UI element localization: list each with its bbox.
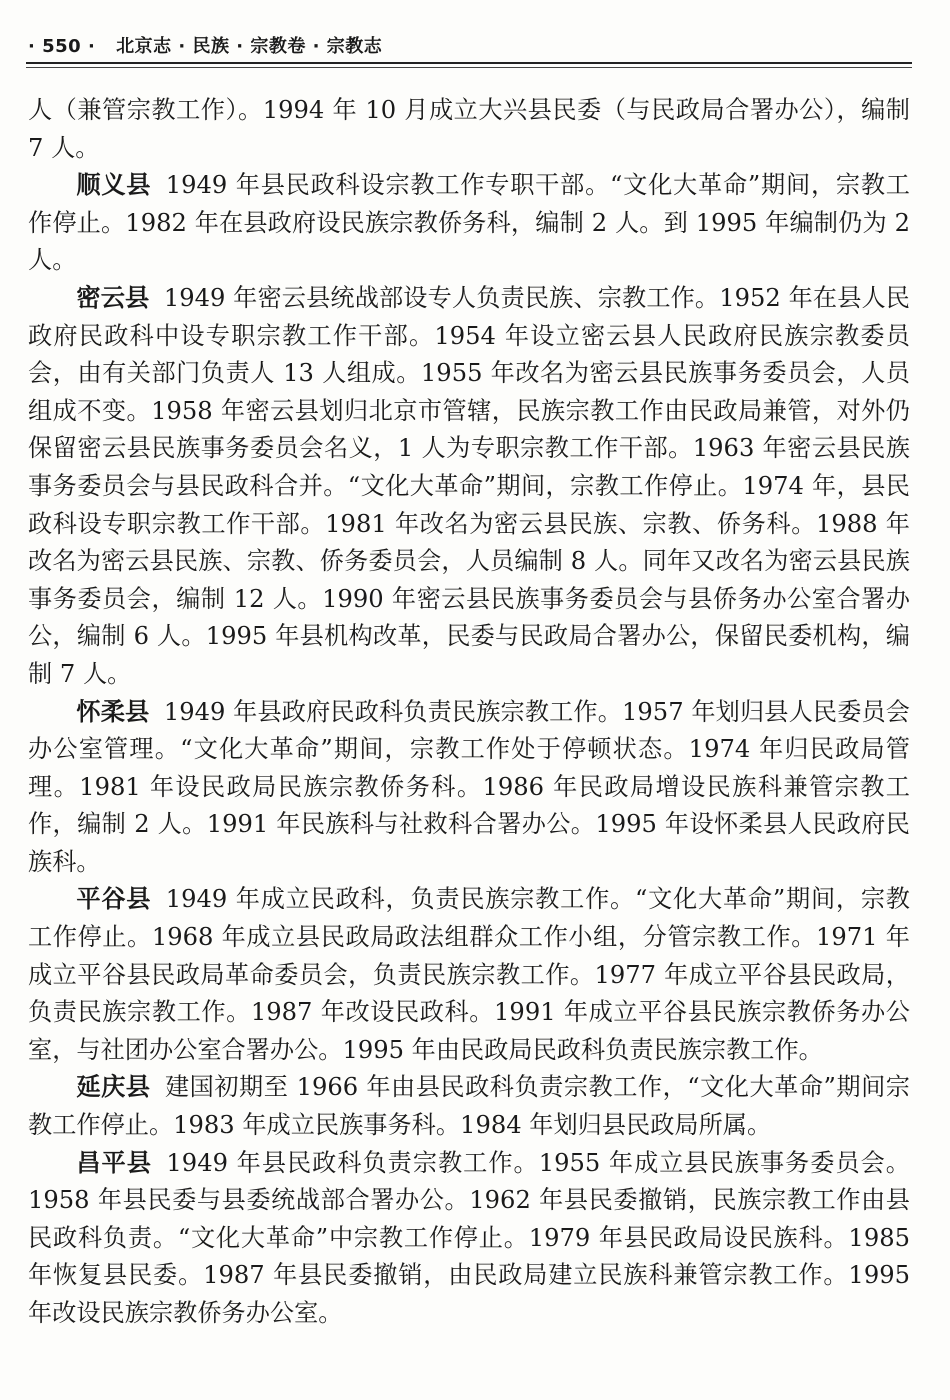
county-heading: 怀柔县 [76, 697, 150, 726]
paragraph-continued [28, 92, 910, 167]
paragraph-text: 1949 年县政府民政科负责民族宗教工作。1957 年划归县人民委员会办公室管理。“文化大革命”期间，宗教工作处于停顿状态。1974 年归民政局管理。1981 年设民政局民族宗教侨务科。1986 年民政局增设民族科兼管宗教工作，编制 2 人。1991 年民族科与社救科合署办公。1995 年设怀柔县人民政府民族科。 [28, 697, 910, 876]
county-heading: 顺义县 [76, 171, 152, 200]
paragraph-huairou [28, 694, 910, 882]
header-rule-thin [26, 67, 912, 68]
page-number: · 550 · [28, 36, 96, 57]
body-text [28, 92, 910, 1333]
county-heading: 密云县 [76, 283, 150, 312]
paragraph-text: 1949 年县民政科负责宗教工作。1955 年成立县民族事务委员会。1958 年县民委与县委统战部合署办公。1962 年县民委撤销，民族宗教工作由县民政科负责。“文化大革命”中宗教工作停止。1979 年县民政局设民族科。1985 年恢复县民委。1987 年县民委撤销，由民政局建立民族科兼管宗教工作。1995 年改设民族宗教侨务办公室。 [28, 1148, 910, 1327]
paragraph-text: 1949 年密云县统战部设专人负责民族、宗教工作。1952 年在县人民政府民政科中设专职宗教工作干部。1954 年设立密云县人民政府民族宗教委员会，由有关部门负责人 13 人组成。1955 年改名为密云县民族事务委员会，人员组成不变。1958 年密云县划归北京市管辖，民族宗教工作由民政局兼管，对外仍保留密云县民族事务委员会名义，1 人为专职宗教工作干部。1963 年密云县民族事务委员会与县民政科合并。“文化大革命”期间，宗教工作停止。1974 年，县民政科设专职宗教工作干部。1981 年改名为密云县民族、宗教、侨务科。1988 年改名为密云县民族、宗教、侨务委员会，人员编制 8 人。同年又改名为密云县民族事务委员会，编制 12 人。1990 年密云县民族事务委员会与县侨务办公室合署办公，编制 6 人。1995 年县机构改革，民委与民政局合署办公，保留民委机构，编制 7 人。 [28, 283, 910, 688]
paragraph-shunyi [28, 167, 910, 280]
page-header [28, 32, 918, 62]
paragraph-changping [28, 1145, 910, 1333]
county-heading: 昌平县 [76, 1148, 152, 1177]
paragraph-pinggu [28, 881, 910, 1069]
county-heading: 延庆县 [76, 1073, 151, 1102]
running-title: 北京志 · 民族 · 宗教卷 · 宗教志 [116, 36, 383, 57]
paragraph-text: 1949 年县民政科设宗教工作专职干部。“文化大革命”期间，宗教工作停止。1982 年在县政府设民族宗教侨务科，编制 2 人。到 1995 年编制仍为 2 人。 [28, 171, 910, 275]
paragraph-yanqing [28, 1069, 910, 1144]
paragraph-text: 人（兼管宗教工作）。1994 年 10 月成立大兴县民委（与民政局合署办公），编制 7 人。 [28, 96, 910, 162]
county-heading: 平谷县 [76, 885, 152, 914]
paragraph-text: 1949 年成立民政科，负责民族宗教工作。“文化大革命”期间，宗教工作停止。1968 年成立县民政局政法组群众工作小组，分管宗教工作。1971 年成立平谷县民政局革命委员会，负责民族宗教工作。1977 年成立平谷县民政局，负责民族宗教工作。1987 年改设民政科。1991 年成立平谷县民族宗教侨务办公室，与社团办公室合署办公。1995 年由民政局民政科负责民族宗教工作。 [28, 885, 910, 1064]
paragraph-miyun [28, 280, 910, 694]
header-rule-thick [26, 62, 912, 64]
paragraph-text: 建国初期至 1966 年由县民政科负责宗教工作，“文化大革命”期间宗教工作停止。1983 年成立民族事务科。1984 年划归县民政局所属。 [28, 1073, 910, 1140]
